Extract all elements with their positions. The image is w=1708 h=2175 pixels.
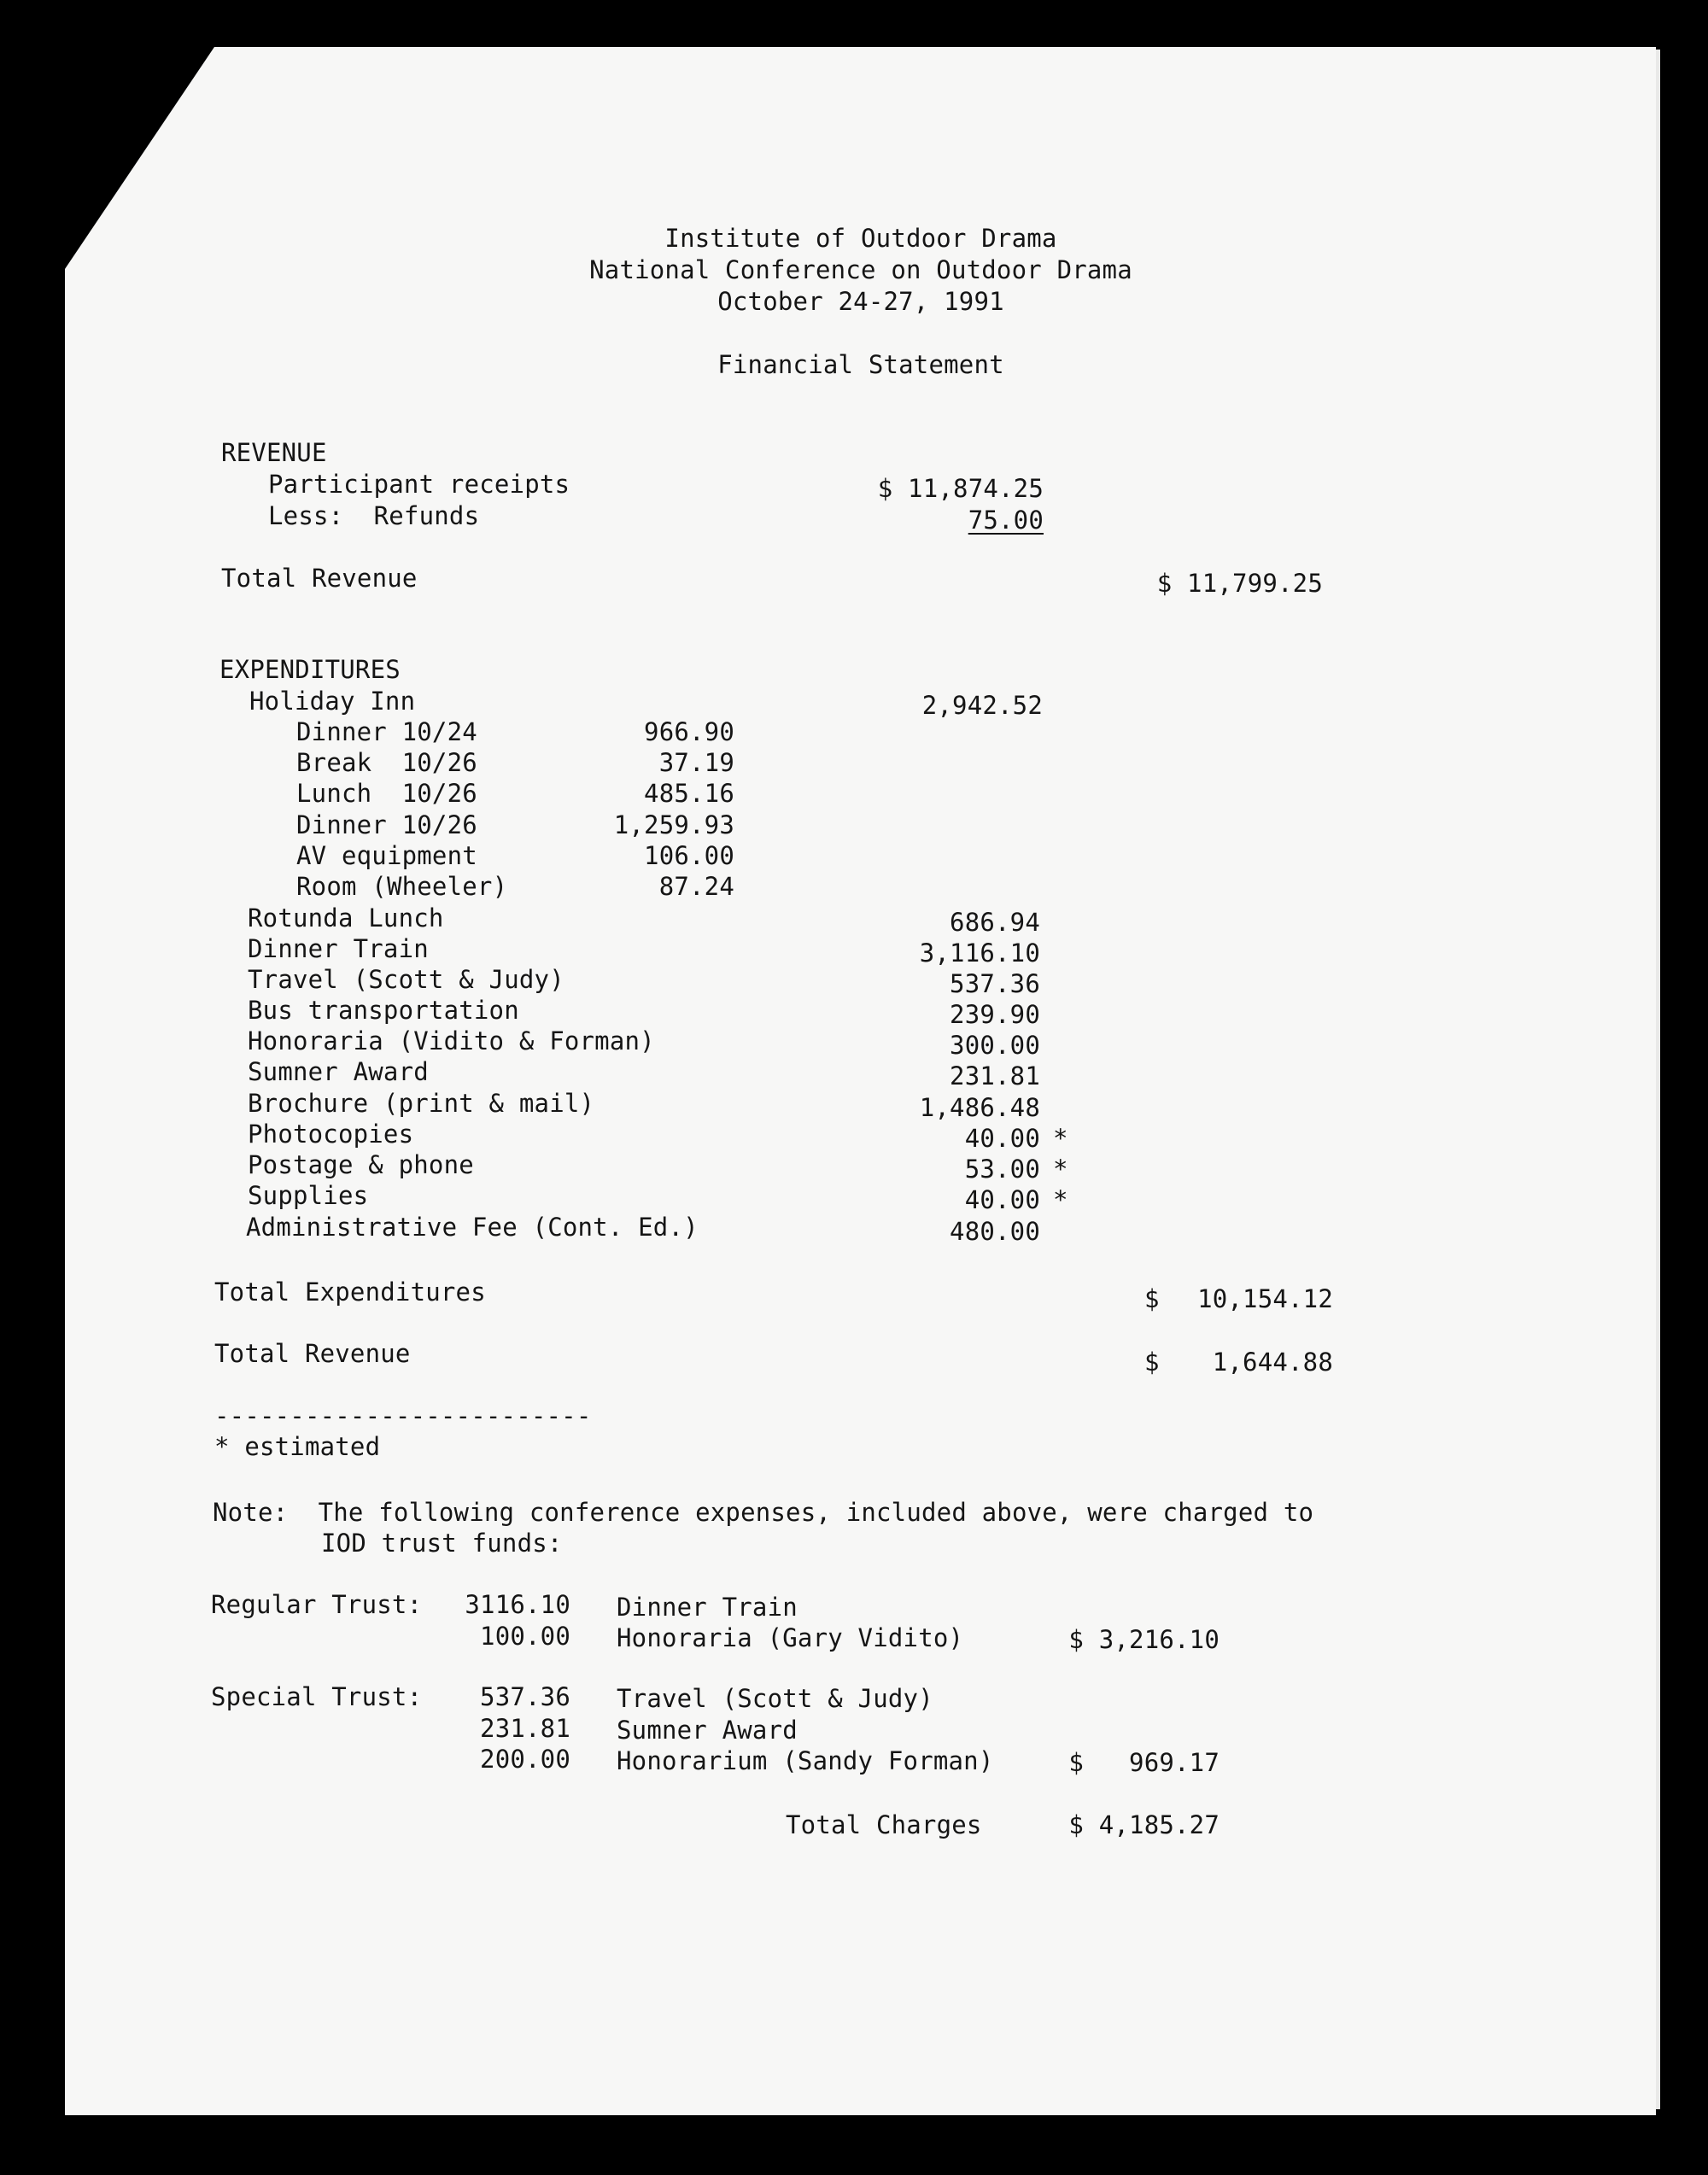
trust-amount: 231.81 bbox=[480, 1714, 570, 1743]
expense-value: 1,486.48 bbox=[919, 1093, 1040, 1122]
sub-item-label: Dinner 10/24 bbox=[296, 717, 477, 746]
expense-value: 686.94 bbox=[950, 908, 1040, 937]
trust-amount: 100.00 bbox=[480, 1622, 570, 1651]
expense-value: 40.00 bbox=[964, 1185, 1040, 1214]
sub-item-value: 966.90 bbox=[644, 717, 734, 746]
total-revenue-value: $ 11,799.25 bbox=[1156, 569, 1323, 598]
refunds-label: Less: Refunds bbox=[268, 501, 480, 530]
expenditures-heading: EXPENDITURES bbox=[219, 655, 401, 684]
sub-item-value: 37.19 bbox=[658, 748, 734, 777]
trust-amount: 200.00 bbox=[480, 1745, 570, 1774]
total-charges-value: $ 4,185.27 bbox=[1068, 1810, 1220, 1839]
sub-item-value: 1,259.93 bbox=[613, 810, 734, 839]
note-line-2: IOD trust funds: bbox=[321, 1529, 563, 1558]
sub-item-label: AV equipment bbox=[296, 841, 477, 870]
trust-description: Travel (Scott & Judy) bbox=[617, 1684, 933, 1713]
net-revenue-label: Total Revenue bbox=[214, 1339, 411, 1368]
refunds-value: 75.00 bbox=[968, 506, 1044, 535]
expense-label: Supplies bbox=[248, 1181, 369, 1210]
trust-description: Sumner Award bbox=[617, 1716, 798, 1745]
total-expenditures-label: Total Expenditures bbox=[214, 1278, 486, 1307]
expense-label: Postage & phone bbox=[248, 1150, 474, 1179]
conference-dates: October 24-27, 1991 bbox=[717, 287, 1004, 316]
expense-value: 53.00 bbox=[964, 1155, 1040, 1184]
expense-value: 537.36 bbox=[950, 969, 1040, 998]
trust-description: Honoraria (Gary Vidito) bbox=[617, 1623, 964, 1652]
total-expenditures-dollar: $ bbox=[1144, 1284, 1160, 1313]
sub-item-label: Dinner 10/26 bbox=[296, 810, 477, 839]
expense-value: 239.90 bbox=[950, 1000, 1040, 1029]
sub-item-value: 106.00 bbox=[644, 841, 734, 870]
trust-description: Honorarium (Sandy Forman) bbox=[617, 1746, 994, 1775]
sub-item-value: 87.24 bbox=[658, 872, 734, 901]
expense-value: 40.00 bbox=[964, 1124, 1040, 1153]
total-expenditures-value: 10,154.12 bbox=[1197, 1284, 1333, 1313]
expense-label: Brochure (print & mail) bbox=[248, 1089, 595, 1118]
footnote-text: * estimated bbox=[214, 1432, 381, 1461]
trust-description: Dinner Train bbox=[617, 1593, 798, 1622]
trust-amount: 537.36 bbox=[480, 1682, 570, 1711]
org-title: Institute of Outdoor Drama bbox=[664, 224, 1057, 253]
expense-value: 3,116.10 bbox=[919, 938, 1040, 968]
special-trust-total: $ 969.17 bbox=[1068, 1748, 1220, 1777]
expense-label: Honoraria (Vidito & Forman) bbox=[248, 1026, 655, 1055]
expense-label: Rotunda Lunch bbox=[248, 903, 444, 933]
net-revenue-value: 1,644.88 bbox=[1212, 1348, 1333, 1377]
sub-item-label: Break 10/26 bbox=[296, 748, 477, 777]
estimate-mark: * bbox=[1053, 1185, 1068, 1214]
total-revenue-label: Total Revenue bbox=[221, 564, 418, 593]
expense-label: Bus transportation bbox=[248, 996, 519, 1025]
trust-amount: 3116.10 bbox=[465, 1590, 570, 1619]
footnote-rule: ------------------------- bbox=[214, 1401, 592, 1430]
net-revenue-dollar: $ bbox=[1144, 1348, 1160, 1377]
holiday-inn-value: 2,942.52 bbox=[921, 691, 1043, 720]
regular-trust-total: $ 3,216.10 bbox=[1068, 1625, 1220, 1654]
estimate-mark: * bbox=[1053, 1124, 1068, 1153]
expense-label: Photocopies bbox=[248, 1120, 414, 1149]
estimate-mark: * bbox=[1053, 1155, 1068, 1184]
conference-title: National Conference on Outdoor Drama bbox=[589, 255, 1132, 284]
expense-value: 300.00 bbox=[950, 1031, 1040, 1060]
statement-title: Financial Statement bbox=[717, 350, 1004, 379]
special-trust-label: Special Trust: bbox=[211, 1682, 423, 1711]
expense-label: Travel (Scott & Judy) bbox=[248, 965, 564, 994]
expense-value: 231.81 bbox=[950, 1061, 1040, 1090]
expense-label: Administrative Fee (Cont. Ed.) bbox=[246, 1213, 699, 1242]
note-line-1: Note: The following conference expenses, included above, were charged to bbox=[213, 1498, 1314, 1527]
holiday-inn-label: Holiday Inn bbox=[249, 687, 416, 716]
regular-trust-label: Regular Trust: bbox=[211, 1590, 423, 1619]
expense-value: 480.00 bbox=[950, 1217, 1040, 1246]
total-charges-label: Total Charges bbox=[786, 1810, 982, 1839]
sub-item-label: Lunch 10/26 bbox=[296, 779, 477, 808]
revenue-heading: REVENUE bbox=[221, 438, 327, 467]
expense-label: Sumner Award bbox=[248, 1057, 429, 1086]
expense-label: Dinner Train bbox=[248, 934, 429, 963]
sub-item-label: Room (Wheeler) bbox=[296, 872, 508, 901]
sub-item-value: 485.16 bbox=[644, 779, 734, 808]
receipts-label: Participant receipts bbox=[268, 470, 570, 499]
receipts-value: $ 11,874.25 bbox=[877, 474, 1044, 503]
